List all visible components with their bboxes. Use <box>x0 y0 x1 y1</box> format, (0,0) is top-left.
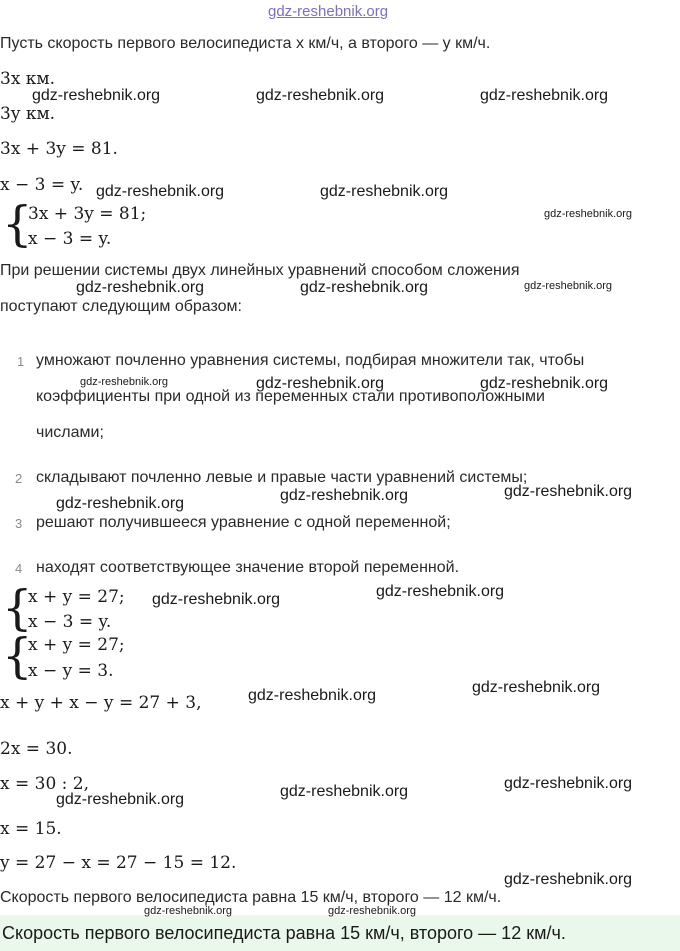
step-text: складывают почленно левые и правые части уравнений системы; <box>36 469 528 486</box>
system3-line: x + y = 27; <box>28 635 125 655</box>
method-text: поступают следующим образом: <box>0 298 242 315</box>
equation-diff: x − 3 = y. <box>0 175 84 195</box>
step-number: 3 <box>15 516 23 531</box>
conclusion-text: Скорость первого велосипедиста равна 15 км/ч, второго — 12 км/ч. <box>0 889 502 906</box>
calc-line: x = 15. <box>0 819 62 839</box>
answer-text: Скорость первого велосипедиста равна 15 км/ч, второго — 12 км/ч. <box>2 923 566 943</box>
watermark: gdz-reshebnik.org <box>504 871 633 888</box>
step-number: 1 <box>17 354 25 369</box>
watermark: gdz-reshebnik.org <box>472 679 601 696</box>
system3-line: x − y = 3. <box>28 661 114 681</box>
step-text: умножают почленно уравнения системы, подбирая множители так, чтобы <box>36 352 585 369</box>
answer-block <box>0 915 680 951</box>
expr-3x: 3x км. <box>0 69 56 89</box>
watermark: gdz-reshebnik.org <box>504 483 633 500</box>
calc-line: x = 30 : 2, <box>0 774 90 794</box>
system-brace: { <box>2 196 33 252</box>
step-text: числами; <box>36 424 104 441</box>
watermark: gdz-reshebnik.org <box>376 583 505 600</box>
system-brace: { <box>2 580 33 636</box>
watermark: gdz-reshebnik.org <box>320 183 449 200</box>
watermark: gdz-reshebnik.org <box>80 376 169 388</box>
watermark: gdz-reshebnik.org <box>280 783 409 800</box>
watermark: gdz-reshebnik.org <box>152 591 281 608</box>
watermark: gdz-reshebnik.org <box>248 687 377 704</box>
watermark: gdz-reshebnik.org <box>524 280 613 292</box>
watermark: gdz-reshebnik.org <box>480 375 609 392</box>
equation-sum: 3x + 3y = 81. <box>0 139 118 159</box>
watermark: gdz-reshebnik.org <box>96 183 225 200</box>
watermark: gdz-reshebnik.org <box>300 279 429 296</box>
watermark: gdz-reshebnik.org <box>56 495 185 512</box>
step-text: решают получившееся уравнение с одной переменной; <box>36 514 451 531</box>
step-number: 4 <box>15 561 23 576</box>
watermark: gdz-reshebnik.org <box>56 791 185 808</box>
system2-line: x − 3 = y. <box>28 612 112 632</box>
expr-3y: 3y км. <box>0 104 56 124</box>
system-brace: { <box>2 628 33 684</box>
watermark: gdz-reshebnik.org <box>280 487 409 504</box>
system1-line: x − 3 = y. <box>28 229 112 249</box>
calc-line: 2x = 30. <box>0 739 73 759</box>
step-text: находят соответствующее значение второй переменной. <box>36 559 460 576</box>
step-number: 2 <box>15 471 23 486</box>
intro-text: Пусть скорость первого велосипедиста x км/ч, а второго — y км/ч. <box>0 35 491 52</box>
watermark: gdz-reshebnik.org <box>256 375 385 392</box>
watermark: gdz-reshebnik.org <box>76 279 205 296</box>
calc-line: y = 27 − x = 27 − 15 = 12. <box>0 853 237 873</box>
watermark: gdz-reshebnik.org <box>144 905 233 917</box>
method-text: При решении системы двух линейных уравнений способом сложения <box>0 262 520 279</box>
calc-line: x + y + x − y = 27 + 3, <box>0 693 202 713</box>
system2-line: x + y = 27; <box>28 587 125 607</box>
step-text: коэффициенты при одной из переменных стали противоположными <box>36 388 545 405</box>
watermark: gdz-reshebnik.org <box>544 208 633 220</box>
watermark: gdz-reshebnik.org <box>328 905 417 917</box>
system1-line: 3x + 3y = 81; <box>28 204 147 224</box>
watermark: gdz-reshebnik.org <box>504 775 633 792</box>
site-link[interactable]: gdz-reshebnik.org <box>268 3 389 20</box>
watermark: gdz-reshebnik.org <box>256 87 385 104</box>
watermark: gdz-reshebnik.org <box>480 87 609 104</box>
watermark: gdz-reshebnik.org <box>32 87 161 104</box>
